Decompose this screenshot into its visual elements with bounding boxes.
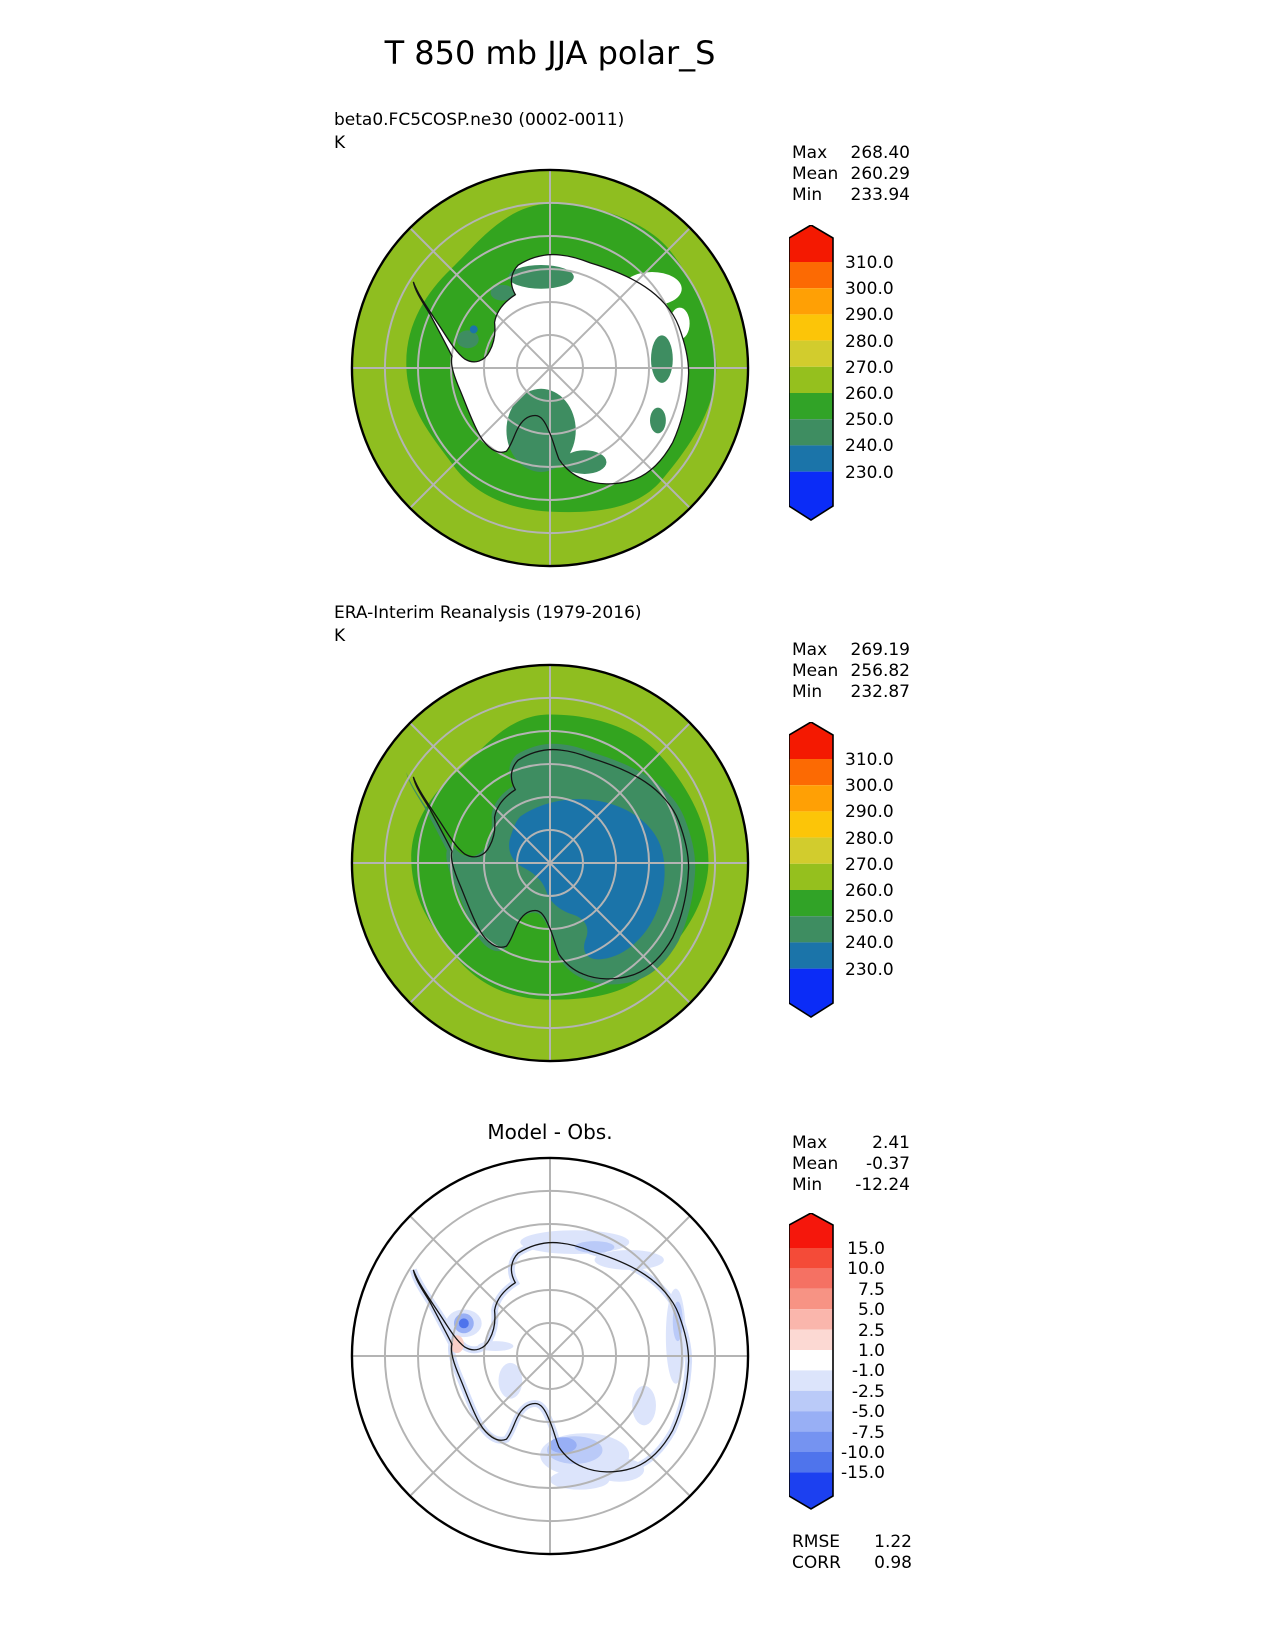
- stat-name: RMSE: [792, 1532, 841, 1552]
- stat-value: 1.22: [874, 1532, 912, 1552]
- panel1-units-label: K: [334, 133, 346, 153]
- colorbar-over-arrow: [789, 1213, 833, 1248]
- colorbar-segment: [789, 890, 833, 916]
- stat-name: Mean: [792, 164, 839, 184]
- stat-name: Max: [792, 640, 828, 660]
- stat-value: 256.82: [850, 661, 910, 681]
- colorbar-segment: [789, 1432, 833, 1452]
- colorbar-tick-label: 230.0: [845, 463, 894, 483]
- panel3-difference-map: [347, 1153, 753, 1559]
- colorbar-tick-label: 260.0: [845, 384, 894, 404]
- colorbar-segment: [789, 288, 833, 314]
- colorbar-tick-label: 230.0: [845, 960, 894, 980]
- colorbar-segment: [789, 1411, 833, 1431]
- colorbar-segment: [789, 1370, 833, 1390]
- colorbar-segment: [789, 367, 833, 393]
- colorbar-tick-label: 15.0: [847, 1239, 885, 1259]
- colorbar-tick-label: 300.0: [845, 279, 894, 299]
- colorbar-tick-label: 260.0: [845, 881, 894, 901]
- colorbar-segment: [789, 262, 833, 288]
- colorbar-under-arrow: [789, 1472, 833, 1509]
- stat-value: -12.24: [855, 1175, 910, 1195]
- stat-name: CORR: [792, 1553, 841, 1573]
- colorbar-segment: [789, 341, 833, 367]
- colorbar-tick-label: -1.0: [851, 1361, 885, 1381]
- colorbar-tick-label: -7.5: [851, 1423, 885, 1443]
- colorbar-tick-label: 1.0: [857, 1341, 885, 1361]
- colorbar-tick-label: 5.0: [857, 1300, 885, 1320]
- stat-name: Min: [792, 185, 823, 205]
- colorbar-tick-label: -2.5: [851, 1382, 885, 1402]
- colorbar-segment: [789, 314, 833, 340]
- colorbar-segment: [789, 864, 833, 890]
- colorbar-segment: [789, 1391, 833, 1411]
- colorbar-tick-label: 270.0: [845, 358, 894, 378]
- panel1-colorbar: [789, 225, 939, 521]
- stat-value: 269.19: [850, 640, 910, 660]
- stat-value: 233.94: [850, 185, 910, 205]
- colorbar-segment: [789, 1309, 833, 1329]
- colorbar-segment: [789, 1350, 833, 1370]
- panel3-stats: [792, 1133, 910, 1196]
- stat-name: Mean: [792, 661, 839, 681]
- stat-value: 232.87: [850, 682, 910, 702]
- colorbar-segment: [789, 1248, 833, 1268]
- colorbar-segment: [789, 785, 833, 811]
- colorbar-segment: [789, 1268, 833, 1288]
- colorbar-segment: [789, 916, 833, 942]
- colorbar-over-arrow: [789, 722, 833, 759]
- colorbar-tick-label: 250.0: [845, 907, 894, 927]
- stat-name: Min: [792, 682, 823, 702]
- colorbar-segment: [789, 393, 833, 419]
- colorbar-tick-label: 280.0: [845, 829, 894, 849]
- colorbar-segment: [789, 759, 833, 785]
- colorbar-tick-label: 290.0: [845, 305, 894, 325]
- panel2-stats: [792, 640, 910, 703]
- panel1-polar-map: [347, 165, 753, 571]
- skill-scores: [792, 1532, 912, 1574]
- colorbar-tick-label: 7.5: [857, 1280, 885, 1300]
- contour-230-240-speck: [470, 325, 478, 333]
- colorbar-tick-label: 240.0: [845, 436, 894, 456]
- colorbar-segment: [789, 445, 833, 471]
- stat-value: -0.37: [866, 1154, 910, 1174]
- colorbar-tick-label: 2.5: [857, 1321, 885, 1341]
- colorbar-tick-label: 310.0: [845, 253, 894, 273]
- colorbar-segment: [789, 811, 833, 837]
- panel3-colorbar: [789, 1213, 939, 1510]
- colorbar-segment: [789, 1330, 833, 1350]
- colorbar-tick-label: 310.0: [845, 750, 894, 770]
- colorbar-tick-label: 280.0: [845, 332, 894, 352]
- colorbar-segment: [789, 942, 833, 968]
- stat-name: Min: [792, 1175, 823, 1195]
- panel1-stats: [792, 143, 910, 206]
- colorbar-segment: [789, 419, 833, 445]
- colorbar-tick-label: 270.0: [845, 855, 894, 875]
- colorbar-tick-label: 290.0: [845, 802, 894, 822]
- panel2-polar-map: [347, 660, 753, 1066]
- panel3-title: Model - Obs.: [487, 1120, 613, 1144]
- colorbar-under-arrow: [789, 969, 833, 1017]
- panel2-units-label: K: [334, 626, 346, 646]
- colorbar-tick-label: -10.0: [841, 1443, 885, 1463]
- colorbar-segment: [789, 1452, 833, 1472]
- colorbar-tick-label: -15.0: [841, 1463, 885, 1483]
- colorbar-tick-label: 250.0: [845, 410, 894, 430]
- stat-value: 0.98: [874, 1553, 912, 1573]
- stat-name: Max: [792, 1133, 828, 1153]
- stat-value: 2.41: [872, 1133, 910, 1153]
- colorbar-segment: [789, 1289, 833, 1309]
- panel1-dataset-label: beta0.FC5COSP.ne30 (0002-0011): [334, 110, 625, 130]
- stat-value: 260.29: [850, 164, 910, 184]
- panel2-dataset-label: ERA-Interim Reanalysis (1979-2016): [334, 603, 642, 623]
- colorbar-tick-label: 10.0: [847, 1259, 885, 1279]
- stat-name: Max: [792, 143, 828, 163]
- panel2-colorbar: [789, 722, 939, 1018]
- colorbar-segment: [789, 838, 833, 864]
- colorbar-under-arrow: [789, 472, 833, 520]
- colorbar-over-arrow: [789, 225, 833, 262]
- colorbar-tick-label: -5.0: [851, 1402, 885, 1422]
- figure-title: T 850 mb JJA polar_S: [384, 34, 716, 72]
- colorbar-tick-label: 300.0: [845, 776, 894, 796]
- colorbar-tick-label: 240.0: [845, 933, 894, 953]
- stat-value: 268.40: [850, 143, 910, 163]
- stat-name: Mean: [792, 1154, 839, 1174]
- diff-darkest-blue-spot: [459, 1318, 469, 1328]
